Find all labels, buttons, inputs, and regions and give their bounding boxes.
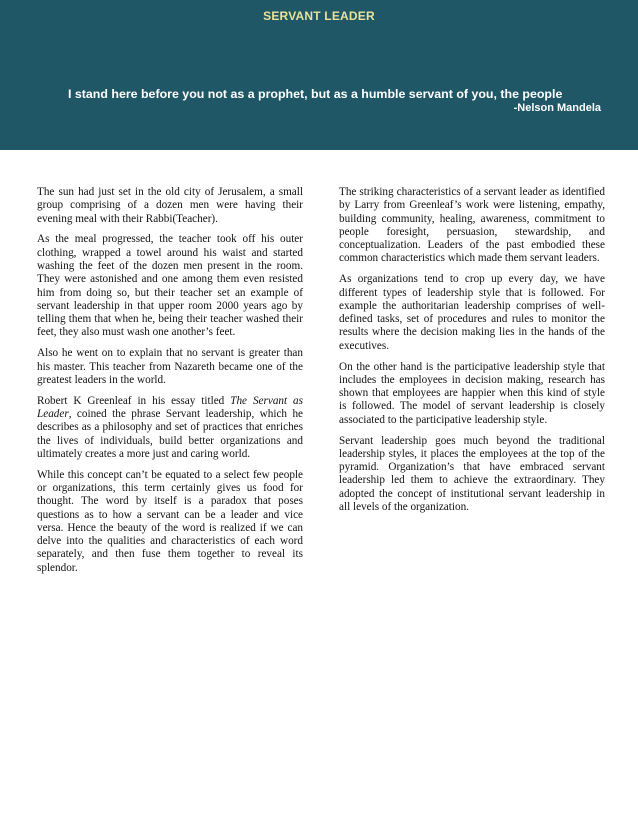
paragraph-text: Robert K Greenleaf in his essay titled [37, 394, 231, 407]
paragraph: As the meal progressed, the teacher took off his outer clothing, wrapped a towel around his waist and started washing the feet of the dozen men present in the room. They were astonished and one among them even resisted him from doing so, but their teacher set an example of servant leadership in that upper room 2000 years ago by telling them that when he, being their teacher washed their feet, they also must wash one another’s feet. [37, 233, 303, 339]
essay-title: The Servant as Leader [37, 394, 304, 420]
paragraph: The sun had just set in the old city of Jerusalem, a small group comprising of a dozen men were having their evening meal with their Rabbi(Teacher). [37, 186, 303, 225]
right-column [339, 186, 605, 522]
paragraph [37, 395, 303, 461]
quote-attribution: -Nelson Mandela [513, 102, 601, 114]
paragraph-text: , coined the phrase Servant leadership, which he describes as a philosophy and set of practices that enriches the lives of individuals, build better organizations and ultimately creates a more just and caring world. [37, 407, 303, 460]
header-banner [0, 0, 638, 150]
header-quote: I stand here before you not as a prophet, but as a humble servant of you, the people [68, 87, 563, 101]
paragraph: Servant leadership goes much beyond the traditional leadership styles, it places the employees at the top of the pyramid. Organization’s that have embraced servant leadership led them to achieve the extraordinary. They adopted the concept of institutional servant leadership in all levels of the organization. [339, 434, 605, 514]
paragraph: Also he went on to explain that no servant is greater than his master. This teacher from Nazareth became one of the greatest leaders in the world. [37, 347, 303, 386]
paragraph: On the other hand is the participative leadership style that includes the employees in decision making, research has shown that employees are happier when this kind of style is followed. The model of servant leadership is closely associated to the participative leadership style. [339, 360, 605, 426]
left-column [37, 186, 303, 583]
page-title: SERVANT LEADER [263, 9, 375, 23]
paragraph: As organizations tend to crop up every day, we have different types of leadership style that is followed. For example the authoritarian leadership comprises of well-defined tasks, set of procedures and rules to monitor the results where the decision making lies in the hands of the executives. [339, 273, 605, 352]
paragraph: While this concept can’t be equated to a select few people or organizations, this term certainly gives us food for thought. The word by itself is a paradox that poses questions as to how a servant can be a leader and vice versa. Hence the beauty of the word is realized if we can delve into the qualities and characteristics of each word separately, and then fuse them together to reveal its splendor. [37, 468, 303, 574]
paragraph: The striking characteristics of a servant leader as identified by Larry from Greenleaf’s work were listening, empathy, building community, healing, awareness, commitment to people foresight, persuasion, stewardship, and conceptualization. Leaders of the past embodied these common characteristics which made them servant leaders. [339, 186, 605, 265]
